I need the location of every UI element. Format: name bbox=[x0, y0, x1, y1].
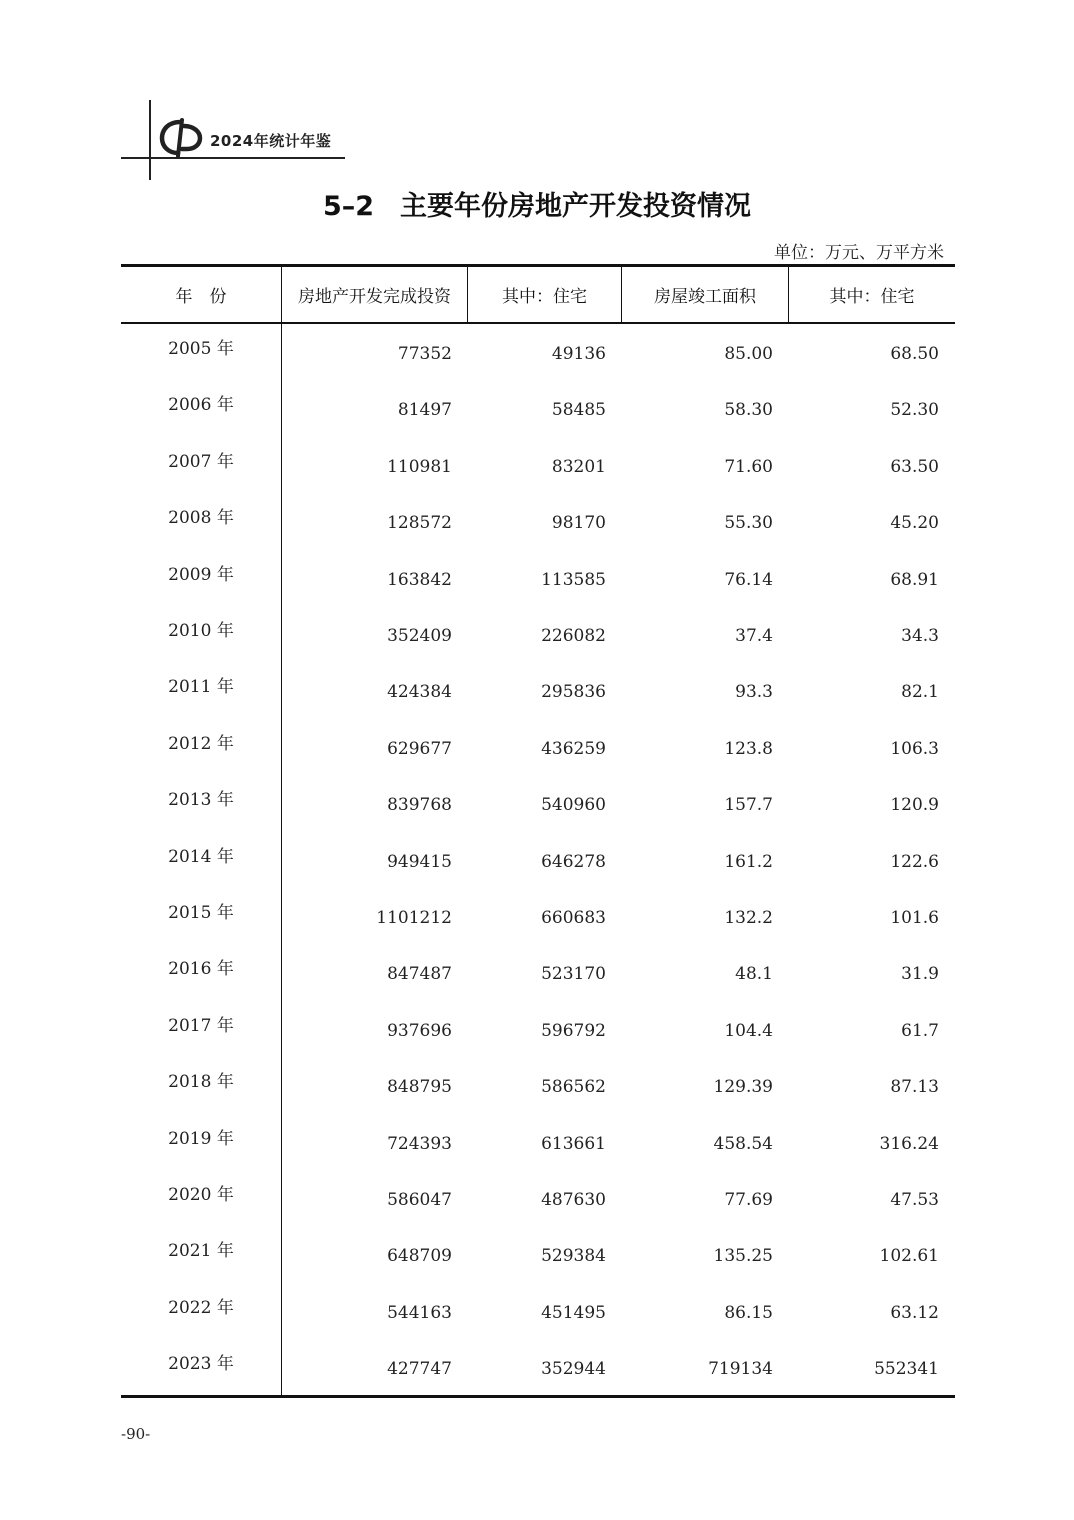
cell-year: 2022 年 bbox=[168, 1297, 234, 1318]
cell-inv-residential: 226082 bbox=[541, 626, 606, 646]
cell-completed-area: 135.25 bbox=[713, 1246, 773, 1267]
cell-completed-area: 157.7 bbox=[724, 795, 773, 816]
cell-inv-residential: 596792 bbox=[541, 1020, 606, 1041]
cell-inv-residential: 487630 bbox=[541, 1190, 606, 1210]
cell-year: 2018 年 bbox=[168, 1072, 234, 1093]
cell-year: 2017 年 bbox=[168, 1015, 234, 1036]
cell-investment: 128572 bbox=[387, 513, 452, 534]
cell-year: 2020 年 bbox=[168, 1185, 234, 1205]
cell-completed-area: 161.2 bbox=[724, 851, 773, 872]
cell-year: 2006 年 bbox=[168, 395, 234, 416]
unit-note: 单位：万元、万平方米 bbox=[774, 243, 944, 263]
cell-area-residential: 68.50 bbox=[890, 344, 939, 364]
cell-completed-area: 55.30 bbox=[724, 513, 773, 534]
cell-year: 2015 年 bbox=[168, 903, 234, 923]
cell-year: 2019 年 bbox=[168, 1128, 234, 1149]
cell-year: 2014 年 bbox=[168, 846, 234, 867]
cell-inv-residential: 113585 bbox=[541, 569, 606, 590]
cell-completed-area: 77.69 bbox=[724, 1190, 773, 1210]
cell-inv-residential: 295836 bbox=[541, 682, 606, 703]
cell-area-residential: 61.7 bbox=[901, 1020, 939, 1041]
cell-investment: 77352 bbox=[397, 344, 452, 364]
yearbook-title: 2024年统计年鉴 bbox=[210, 132, 332, 150]
cell-year: 2009 年 bbox=[168, 564, 234, 585]
cell-completed-area: 93.3 bbox=[735, 682, 773, 703]
cell-investment: 163842 bbox=[387, 569, 452, 590]
cell-year: 2013 年 bbox=[168, 790, 234, 811]
cell-investment: 352409 bbox=[387, 626, 452, 646]
column-header-inv-residential: 其中：住宅 bbox=[502, 287, 587, 307]
cell-inv-residential: 83201 bbox=[551, 456, 606, 477]
header-horizontal-rule bbox=[121, 157, 345, 159]
cell-area-residential: 82.1 bbox=[901, 682, 939, 703]
cell-completed-area: 37.4 bbox=[735, 626, 773, 646]
cell-completed-area: 129.39 bbox=[713, 1077, 773, 1098]
cell-completed-area: 458.54 bbox=[713, 1133, 773, 1154]
header-vertical-rule bbox=[149, 100, 151, 180]
column-header-area-residential: 其中：住宅 bbox=[829, 287, 915, 307]
cell-area-residential: 68.91 bbox=[890, 569, 939, 590]
cell-area-residential: 120.9 bbox=[890, 795, 939, 816]
cell-area-residential: 45.20 bbox=[890, 513, 939, 534]
cell-investment: 937696 bbox=[387, 1020, 452, 1041]
cell-year: 2007 年 bbox=[168, 451, 234, 472]
cell-area-residential: 552341 bbox=[874, 1359, 939, 1380]
cell-year: 2010 年 bbox=[168, 621, 234, 641]
cell-inv-residential: 49136 bbox=[551, 344, 606, 364]
cell-inv-residential: 586562 bbox=[541, 1077, 606, 1098]
cell-area-residential: 34.3 bbox=[901, 626, 939, 646]
cell-investment: 81497 bbox=[397, 400, 452, 421]
cell-completed-area: 104.4 bbox=[724, 1020, 773, 1041]
column-header-investment: 房地产开发完成投资 bbox=[298, 287, 451, 307]
cell-completed-area: 58.30 bbox=[724, 400, 773, 421]
cell-inv-residential: 98170 bbox=[551, 513, 606, 534]
cell-investment: 427747 bbox=[387, 1359, 452, 1380]
cell-area-residential: 101.6 bbox=[890, 908, 939, 928]
cell-completed-area: 123.8 bbox=[724, 738, 773, 759]
cell-inv-residential: 436259 bbox=[541, 738, 606, 759]
cell-area-residential: 63.12 bbox=[890, 1302, 939, 1323]
cell-area-residential: 106.3 bbox=[890, 738, 939, 759]
cell-completed-area: 48.1 bbox=[735, 964, 773, 985]
cell-year: 2016 年 bbox=[168, 959, 234, 980]
cell-inv-residential: 58485 bbox=[551, 400, 606, 421]
cell-year: 2021 年 bbox=[168, 1241, 234, 1262]
column-header-completed-area: 房屋竣工面积 bbox=[654, 287, 756, 307]
cell-investment: 110981 bbox=[387, 456, 452, 477]
page-title bbox=[0, 184, 1074, 223]
cell-inv-residential: 660683 bbox=[541, 908, 606, 928]
cell-investment: 724393 bbox=[387, 1133, 452, 1154]
cell-year: 2008 年 bbox=[168, 508, 234, 529]
table-row bbox=[121, 1354, 955, 1415]
cell-completed-area: 86.15 bbox=[724, 1302, 773, 1323]
cell-area-residential: 87.13 bbox=[890, 1077, 939, 1098]
cell-investment: 629677 bbox=[387, 738, 452, 759]
cell-area-residential: 102.61 bbox=[879, 1246, 939, 1267]
cell-area-residential: 63.50 bbox=[890, 456, 939, 477]
cell-area-residential: 122.6 bbox=[890, 851, 939, 872]
table-number: 5–2 bbox=[322, 191, 375, 222]
cell-inv-residential: 523170 bbox=[541, 964, 606, 985]
cell-inv-residential: 646278 bbox=[541, 851, 606, 872]
yearbook-logo-icon bbox=[158, 116, 206, 158]
cell-completed-area: 76.14 bbox=[724, 569, 773, 590]
cell-inv-residential: 352944 bbox=[541, 1359, 606, 1380]
cell-year: 2012 年 bbox=[168, 733, 234, 754]
cell-investment: 847487 bbox=[387, 964, 452, 985]
cell-completed-area: 85.00 bbox=[724, 344, 773, 364]
cell-investment: 1101212 bbox=[376, 908, 452, 928]
cell-year: 2005 年 bbox=[168, 339, 234, 359]
table-title: 主要年份房地产开发投资情况 bbox=[400, 191, 752, 222]
cell-investment: 544163 bbox=[387, 1302, 452, 1323]
cell-investment: 424384 bbox=[387, 682, 452, 703]
cell-year: 2011 年 bbox=[168, 677, 234, 698]
column-header-year: 年 份 bbox=[175, 287, 227, 307]
cell-inv-residential: 451495 bbox=[541, 1302, 606, 1323]
cell-investment: 949415 bbox=[387, 851, 452, 872]
cell-area-residential: 316.24 bbox=[879, 1133, 939, 1154]
cell-investment: 848795 bbox=[387, 1077, 452, 1098]
data-table bbox=[121, 264, 955, 1398]
cell-completed-area: 71.60 bbox=[724, 456, 773, 477]
cell-inv-residential: 613661 bbox=[541, 1133, 606, 1154]
page-number: -90- bbox=[121, 1425, 151, 1443]
cell-area-residential: 52.30 bbox=[890, 400, 939, 421]
cell-inv-residential: 540960 bbox=[541, 795, 606, 816]
cell-investment: 839768 bbox=[387, 795, 452, 816]
cell-area-residential: 31.9 bbox=[901, 964, 939, 985]
cell-completed-area: 132.2 bbox=[724, 908, 773, 928]
cell-investment: 648709 bbox=[387, 1246, 452, 1267]
cell-completed-area: 719134 bbox=[708, 1359, 773, 1380]
cell-year: 2023 年 bbox=[168, 1354, 234, 1375]
table-header-rule bbox=[121, 322, 955, 324]
cell-inv-residential: 529384 bbox=[541, 1246, 606, 1267]
cell-investment: 586047 bbox=[387, 1190, 452, 1210]
cell-area-residential: 47.53 bbox=[890, 1190, 939, 1210]
